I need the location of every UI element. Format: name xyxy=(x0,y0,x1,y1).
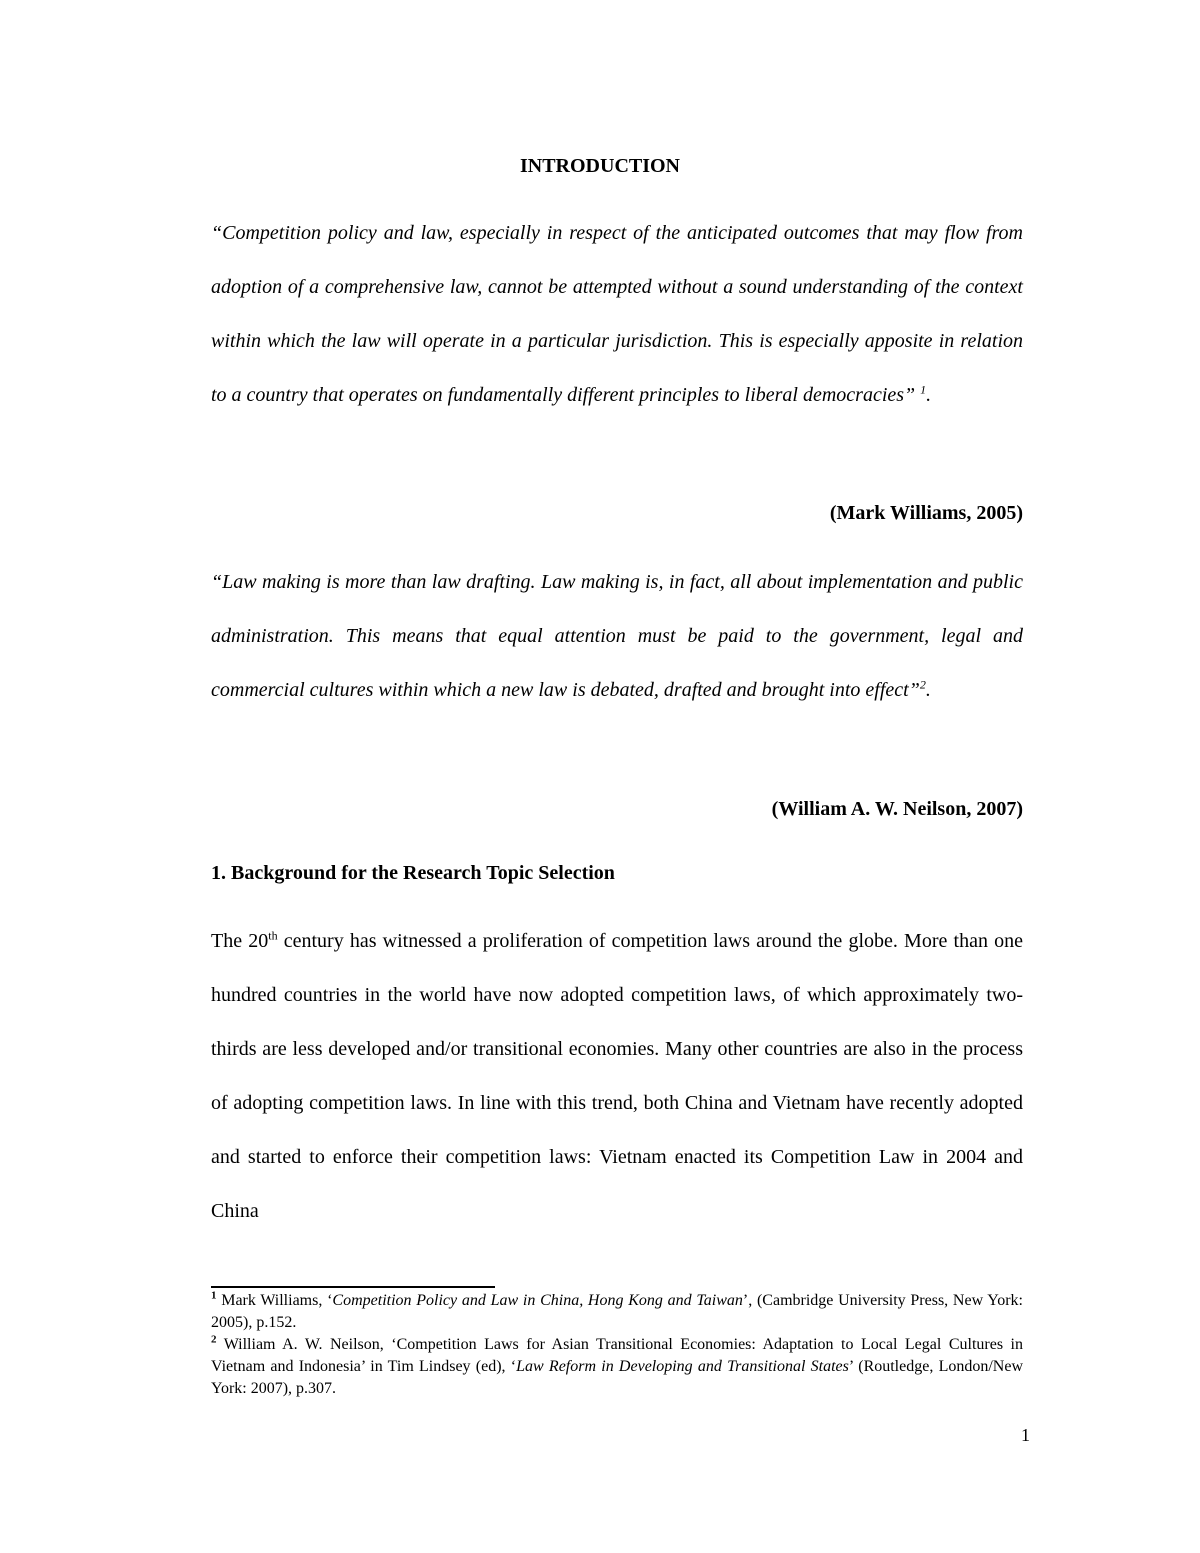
footnotes xyxy=(211,1290,1023,1400)
footnote-text: ’, (Cambridge University Press, New York: 2005), p.152. xyxy=(211,1292,1023,1331)
section-heading: 1. Background for the Research Topic Selection xyxy=(211,862,615,884)
quote-tail: . xyxy=(926,384,932,406)
epigraph-quote-2 xyxy=(211,555,1023,717)
body-text-start: The 20 xyxy=(211,930,269,952)
footnote-ref[interactable]: 1 xyxy=(920,382,927,397)
page-number: 1 xyxy=(1021,1425,1030,1445)
body-paragraph xyxy=(211,914,1023,1238)
footnote-2 xyxy=(211,1334,1023,1400)
epigraph-quote-1 xyxy=(211,206,1023,422)
quote-text: “Law making is more than law drafting. Law making is, in fact, all about implementation and public administration. This means that equal attention must be paid to the government, legal and commercial cultures within which a new law is debated, drafted and brought into effect” xyxy=(211,571,1023,701)
footnote-title: Competition Policy and Law in China, Hong Kong and Taiwan xyxy=(332,1292,743,1309)
footnote-1 xyxy=(211,1290,1023,1334)
body-text-rest: century has witnessed a proliferation of competition laws around the globe. More than one hundred countries in the world have now adopted competition laws, of which approximately two-thirds are less developed and/or transitional economies. Many other countries are also in the process of adopting competition laws. In line with this trend, both China and Vietnam have recently adopted and started to enforce their competition laws: Vietnam enacted its Competition Law in 2004 and China xyxy=(211,930,1023,1222)
quote-attribution-1: (Mark Williams, 2005) xyxy=(829,502,1023,524)
footnote-text: Mark Williams, ‘ xyxy=(216,1292,333,1309)
page-title: INTRODUCTION xyxy=(519,155,681,177)
footnote-mark: 1 xyxy=(211,1289,217,1302)
footnote-ref[interactable]: 2 xyxy=(919,677,926,692)
quote-attribution-2: (William A. W. Neilson, 2007) xyxy=(771,798,1023,820)
footnote-separator xyxy=(211,1286,495,1288)
ordinal-suffix: th xyxy=(268,928,278,943)
footnote-mark: 2 xyxy=(211,1333,217,1346)
footnote-title: Law Reform in Developing and Transitional States xyxy=(516,1358,849,1375)
quote-tail: . xyxy=(925,679,931,701)
footnote-text: ’ (Routledge, London/New York: 2007), p.307. xyxy=(211,1358,1023,1397)
footnote-text: William A. W. Neilson, ‘Competition Laws for Asian Transitional Economies: Adaptation to Local Legal Cultures in Vietnam and Indonesia’ in Tim Lindsey (ed), ‘ xyxy=(211,1336,1023,1375)
quote-text: “Competition policy and law, especially in respect of the anticipated outcomes that may flow from adoption of a comprehensive law, cannot be attempted without a sound understanding of the context within which the law will operate in a particular jurisdiction. This is especially apposite in relation to a country that operates on fundamentally different principles to liberal democracies” xyxy=(211,222,1023,406)
